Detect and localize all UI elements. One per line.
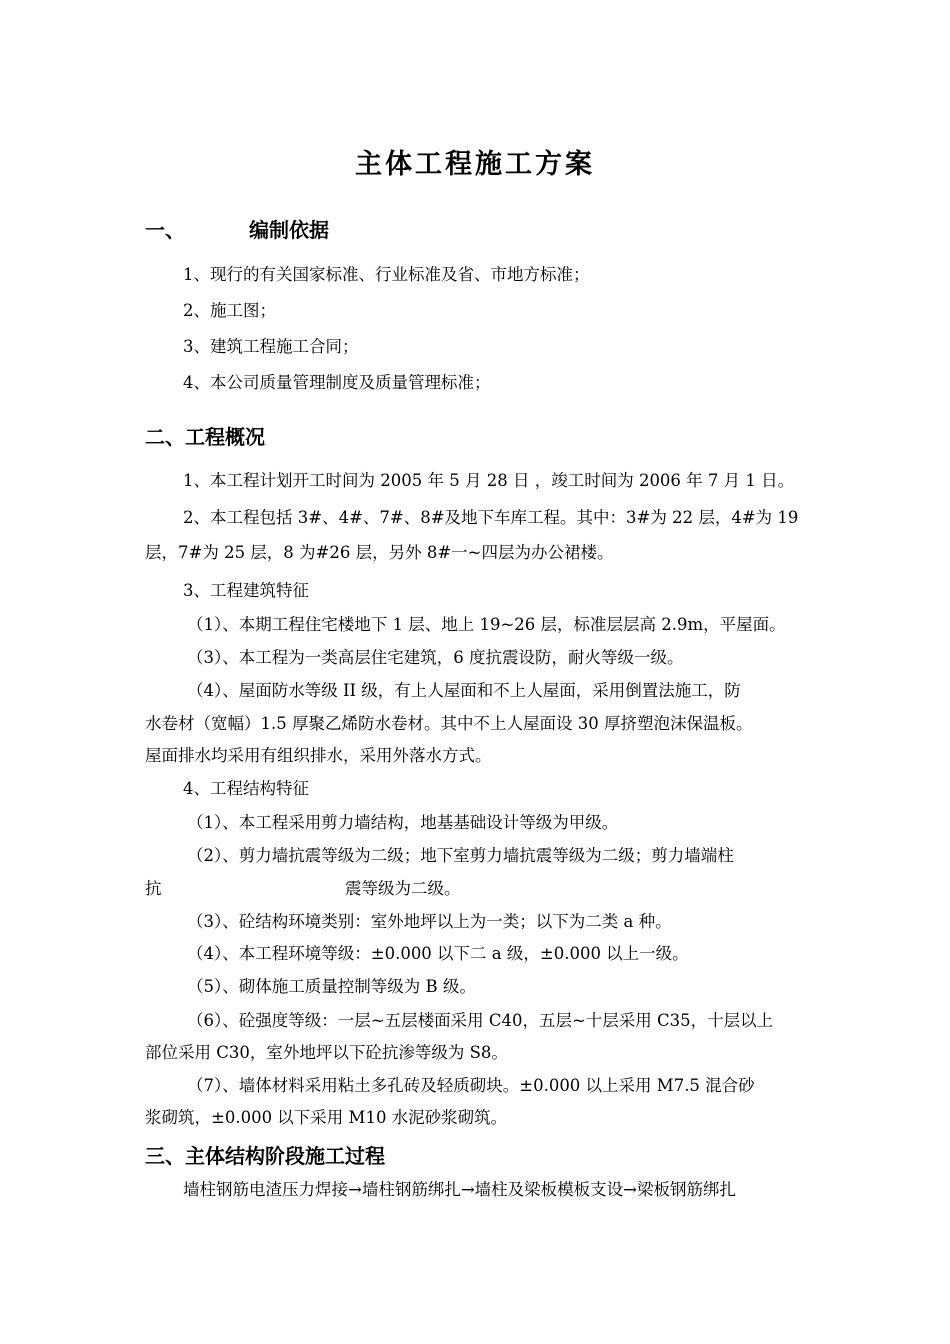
s2-p4-6a: （6）、砼强度等级：一层~五层楼面采用 C40，五层~十层采用 C35，十层以上 bbox=[187, 1011, 774, 1030]
s2-p4: 4、工程结构特征 bbox=[183, 779, 309, 798]
s2-p1: 1、本工程计划开工时间为 2005 年 5 月 28 日 ，竣工时间为 2006 年 7 月 1 日。 bbox=[183, 471, 795, 490]
s2-p4-2a: （2）、剪力墙抗震等级为二级；地下室剪力墙抗震等级为二级；剪力墙端柱 bbox=[187, 846, 734, 865]
s2-p3-4c: 屋面排水均采用有组织排水，采用外落水方式。 bbox=[145, 746, 492, 765]
s2-p3-4a: （4）、屋面防水等级 II 级，有上人屋面和不上人屋面，采用倒置法施工，防 bbox=[187, 681, 741, 700]
s2-p3-1: （1）、本期工程住宅楼地下 1 层、地上 19~26 层，标准层层高 2.9m，平屋面。 bbox=[187, 615, 786, 634]
s2-p4-6b: 部位采用 C30，室外地坪以下砼抗渗等级为 S8。 bbox=[145, 1043, 508, 1062]
section-1-label: 编制依据 bbox=[249, 218, 329, 242]
s2-p4-3: （3）、砼结构环境类别：室外地坪以上为一类；以下为二类 a 种。 bbox=[187, 912, 672, 931]
s2-p3-4b: 水卷材（宽幅）1.5 厚聚乙烯防水卷材。其中不上人屋面设 30 厚挤塑泡沫保温板。 bbox=[145, 714, 753, 733]
s2-p4-7a: （7）、墙体材料采用粘土多孔砖及轻质砌块。±0.000 以上采用 M7.5 混合砂 bbox=[187, 1076, 755, 1095]
s2-p4-1: （1）、本工程采用剪力墙结构，地基基础设计等级为甲级。 bbox=[187, 813, 619, 832]
document-title: 主体工程施工方案 bbox=[355, 149, 595, 180]
s2-p2b: 层，7#为 25 层，8 为#26 层，另外 8#一~四层为办公裙楼。 bbox=[145, 543, 614, 562]
s2-p3: 3、工程建筑特征 bbox=[183, 581, 309, 600]
section-3-heading: 三、主体结构阶段施工过程 bbox=[145, 1144, 385, 1168]
s2-p4-2b-right: 震等级为二级。 bbox=[345, 879, 461, 898]
s2-p4-4: （4）、本工程环境等级：±0.000 以下二 a 级，±0.000 以上一级。 bbox=[187, 944, 689, 963]
section-1-heading bbox=[145, 214, 329, 243]
s2-p4-5: （5）、砌体施工质量控制等级为 B 级。 bbox=[187, 977, 476, 996]
section-1-number: 一、 bbox=[145, 218, 185, 242]
s1-item-1: 1、现行的有关国家标准、行业标准及省、市地方标准； bbox=[183, 265, 590, 284]
s1-item-4: 4、本公司质量管理制度及质量管理标准； bbox=[183, 373, 491, 392]
s1-item-3: 3、建筑工程施工合同； bbox=[183, 337, 359, 356]
section-2-heading: 二、工程概况 bbox=[145, 425, 265, 449]
s3-p1: 墙柱钢筋电渣压力焊接→墙柱钢筋绑扎→墙柱及梁板模板支设→梁板钢筋绑扎 bbox=[183, 1180, 736, 1199]
s2-p4-7b: 浆砌筑，±0.000 以下采用 M10 水泥砂浆砌筑。 bbox=[145, 1108, 508, 1127]
s2-p3-3: （3）、本工程为一类高层住宅建筑，6 度抗震设防，耐火等级一级。 bbox=[187, 648, 684, 667]
s2-p2a: 2、本工程包括 3#、4#、7#、8#及地下车库工程。其中：3#为 22 层，4#为 19 bbox=[183, 508, 799, 527]
s1-item-2: 2、施工图； bbox=[183, 301, 276, 320]
s2-p4-2b-left: 抗 bbox=[145, 879, 162, 898]
